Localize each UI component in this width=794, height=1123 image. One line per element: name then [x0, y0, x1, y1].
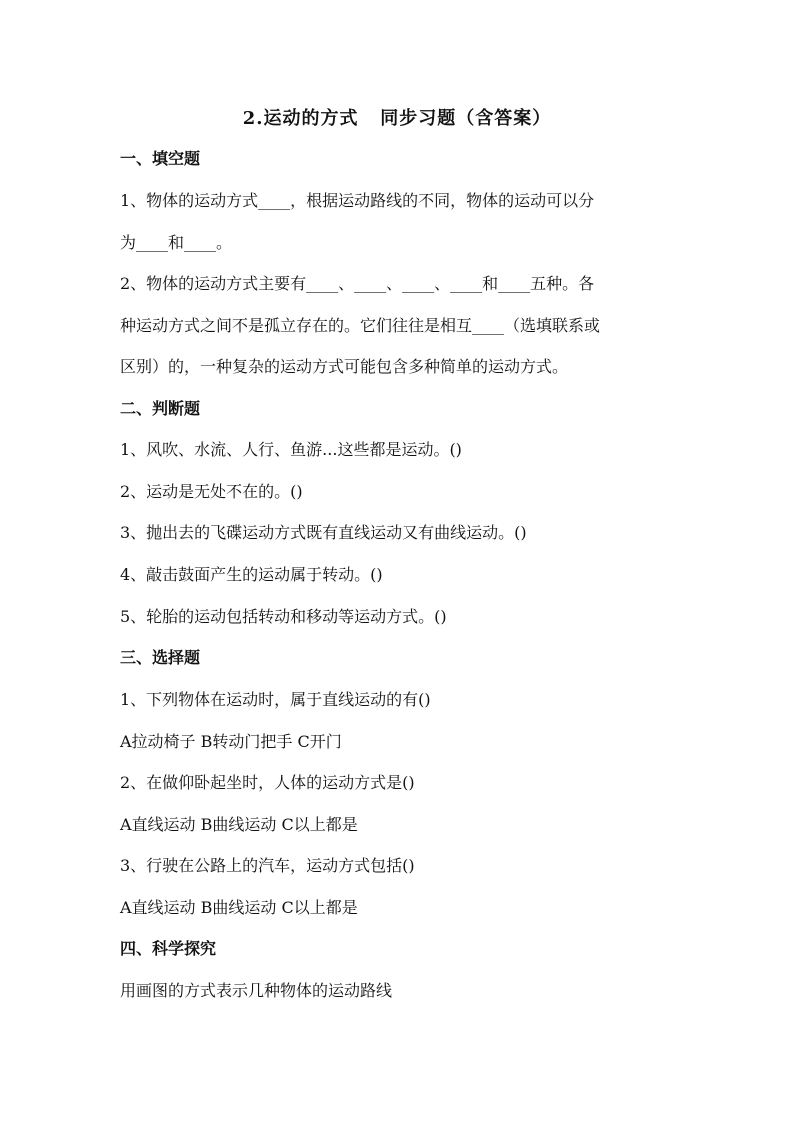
section-heading-fill-blank: 一、填空题: [120, 149, 201, 168]
section-heading-science-inquiry: 四、科学探究: [120, 939, 217, 958]
question-line: 5、轮胎的运动包括转动和移动等运动方式。(): [120, 607, 447, 626]
choice-options-line: A直线运动 B曲线运动 C以上都是: [120, 898, 358, 917]
question-line: 1、物体的运动方式____，根据运动路线的不同，物体的运动可以分: [120, 191, 595, 210]
question-line: 1、下列物体在运动时，属于直线运动的有(): [120, 690, 431, 709]
section-heading-true-false: 二、判断题: [120, 399, 201, 418]
question-line: 2、物体的运动方式主要有____、____、____、____和____五种。各: [120, 274, 595, 293]
question-line: 为____和____。: [120, 233, 233, 252]
question-line: 3、抛出去的飞碟运动方式既有直线运动又有曲线运动。(): [120, 523, 527, 542]
question-line: 区别）的，一种复杂的运动方式可能包含多种简单的运动方式。: [120, 357, 569, 376]
question-line: 种运动方式之间不是孤立存在的。它们往往是相互____（选填联系或: [120, 316, 601, 335]
question-line: 4、敲击鼓面产生的运动属于转动。(): [120, 565, 383, 584]
question-line: 3、行驶在公路上的汽车，运动方式包括(): [120, 856, 415, 875]
section-heading-multiple-choice: 三、选择题: [120, 648, 201, 667]
document-title: 2.运动的方式 同步习题（含答案）: [242, 108, 552, 129]
question-line: 1、风吹、水流、人行、鱼游...这些都是运动。(): [120, 440, 462, 459]
question-line: 2、运动是无处不在的。(): [120, 482, 303, 501]
choice-options-line: A直线运动 B曲线运动 C以上都是: [120, 815, 358, 834]
question-line: 用画图的方式表示几种物体的运动路线: [120, 981, 393, 1000]
choice-options-line: A拉动椅子 B转动门把手 C开门: [120, 732, 342, 751]
question-line: 2、在做仰卧起坐时，人体的运动方式是(): [120, 773, 415, 792]
